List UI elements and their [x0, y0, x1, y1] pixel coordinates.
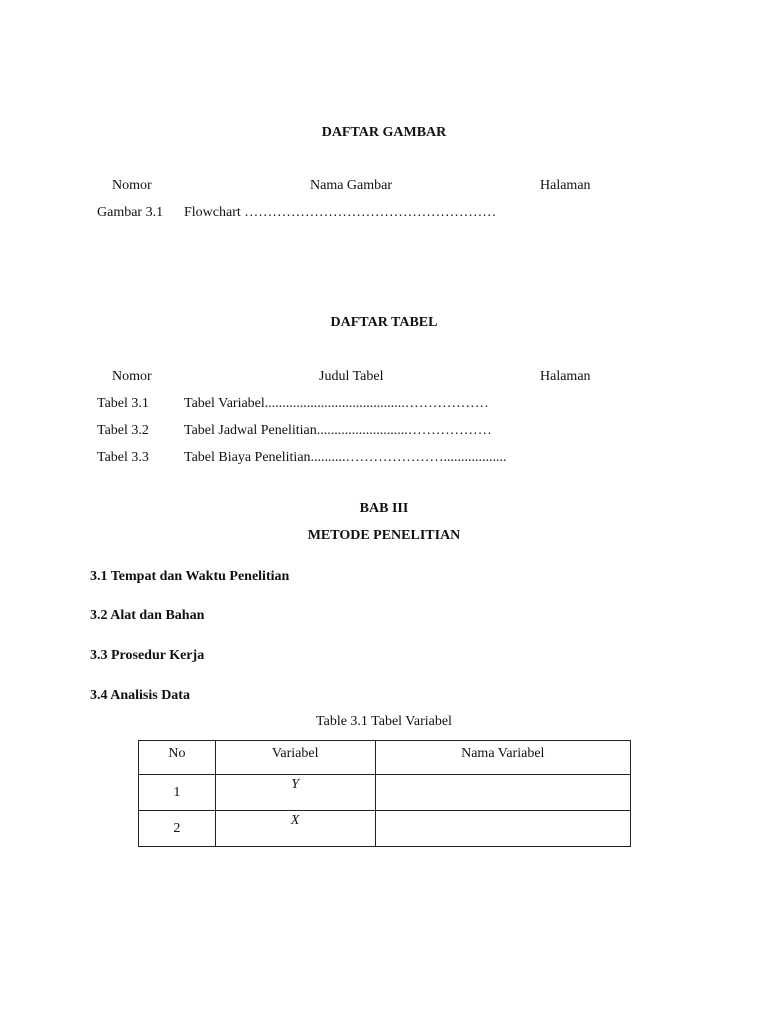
cell-variable: X	[215, 811, 375, 847]
cell-variable: Y	[215, 775, 375, 811]
table-entry-name: Tabel Jadwal Penelitian	[184, 423, 317, 438]
chapter-title: METODE PENELITIAN	[307, 528, 461, 543]
section-heading: 3.3 Prosedur Kerja	[90, 648, 205, 663]
figures-header-name: Nama Gambar	[310, 178, 393, 193]
table-header-row	[139, 741, 631, 775]
table-row	[139, 775, 631, 811]
figure-entry-name: Flowchart	[184, 205, 241, 220]
table-entry	[184, 423, 492, 439]
column-header-no: No	[139, 741, 216, 775]
tables-header-page: Halaman	[540, 369, 591, 384]
section-heading: 3.4 Analisis Data	[90, 688, 190, 703]
table-entry	[184, 450, 507, 466]
tables-list-title: DAFTAR TABEL	[330, 315, 438, 330]
cell-variable-name	[375, 775, 630, 811]
table-caption: Table 3.1 Tabel Variabel	[316, 714, 452, 729]
column-header-variable-name: Nama Variabel	[375, 741, 630, 775]
section-heading: 3.1 Tempat dan Waktu Penelitian	[90, 569, 290, 584]
cell-no: 1	[139, 775, 216, 811]
section-heading: 3.2 Alat dan Bahan	[90, 608, 205, 623]
table-entry-number: Tabel 3.1	[97, 396, 149, 411]
table-entry-leader: ..........…………………..................	[310, 450, 507, 465]
cell-no: 2	[139, 811, 216, 847]
figure-entry	[184, 205, 496, 221]
table-entry-number: Tabel 3.2	[97, 423, 149, 438]
chapter-label: BAB III	[359, 501, 409, 516]
figures-list-title: DAFTAR GAMBAR	[321, 125, 447, 140]
figure-entry-number: Gambar 3.1	[97, 205, 164, 220]
column-header-variable: Variabel	[215, 741, 375, 775]
tables-header-number: Nomor	[112, 369, 152, 384]
variable-table	[138, 740, 631, 847]
table-entry-name: Tabel Variabel	[184, 396, 265, 411]
table-entry-number: Tabel 3.3	[97, 450, 149, 465]
table-entry-leader: ........................................………………	[264, 396, 489, 411]
table-row	[139, 811, 631, 847]
table-entry-leader: ..........................………………	[316, 423, 492, 438]
figures-header-number: Nomor	[112, 178, 152, 193]
table-entry-name: Tabel Biaya Penelitian	[184, 450, 311, 465]
tables-header-name: Judul Tabel	[319, 369, 384, 384]
figure-entry-leader: ………………………………………………	[240, 205, 497, 220]
table-entry	[184, 396, 489, 412]
cell-variable-name	[375, 811, 630, 847]
figures-header-page: Halaman	[540, 178, 591, 193]
